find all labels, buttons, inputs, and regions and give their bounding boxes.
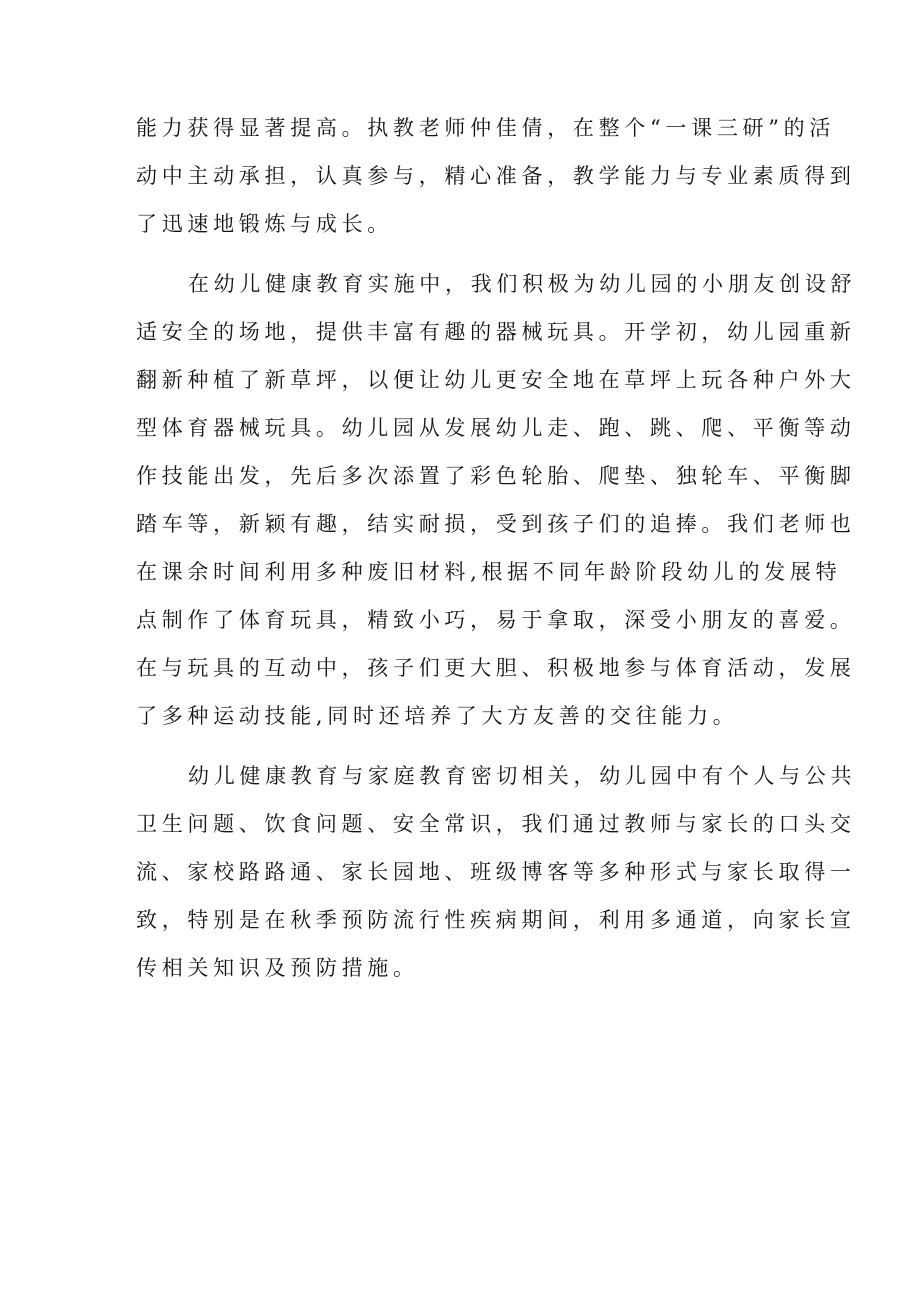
text-line: 了迅速地锻炼与成长。 (136, 212, 393, 236)
text-line: 踏车等，新颖有趣，结实耐损，受到孩子们的追捧。我们老师也 (136, 512, 856, 536)
text-line: 卫生问题、饮食问题、安全常识，我们通过教师与家长的口头交 (136, 812, 856, 836)
paragraph-2 (136, 260, 857, 740)
text-line: 点制作了体育玩具，精致小巧，易于拿取，深受小朋友的喜爱。 (136, 608, 856, 632)
text-line: 在幼儿健康教育实施中，我们积极为幼儿园的小朋友创设舒 (188, 272, 857, 296)
text-line: 传相关知识及预防措施。 (136, 956, 419, 980)
text-line: 作技能出发，先后多次添置了彩色轮胎、爬垫、独轮车、平衡脚 (136, 464, 856, 488)
text-line: 能力获得显著提高。执教老师仲佳倩，在整个“一课三研”的活 (136, 116, 836, 140)
text-line: 动中主动承担，认真参与，精心准备，教学能力与专业素质得到 (136, 164, 856, 188)
text-line: 致，特别是在秋季预防流行性疾病期间，利用多通道，向家长宣 (136, 908, 856, 932)
text-line: 在课余时间利用多种废旧材料,根据不同年龄阶段幼儿的发展特 (136, 560, 842, 584)
text-line: 翻新种植了新草坪，以便让幼儿更安全地在草坪上玩各种户外大 (136, 368, 856, 392)
paragraph-3 (136, 752, 857, 992)
text-line: 型体育器械玩具。幼儿园从发展幼儿走、跑、跳、爬、平衡等动 (136, 416, 856, 440)
paragraph-1 (136, 104, 856, 248)
text-line: 流、家校路路通、家长园地、班级博客等多种形式与家长取得一 (136, 860, 856, 884)
document-body (136, 104, 857, 992)
text-line: 适安全的场地，提供丰富有趣的器械玩具。开学初，幼儿园重新 (136, 320, 856, 344)
text-line: 了多种运动技能,同时还培养了大方友善的交往能力。 (136, 704, 739, 728)
text-line: 幼儿健康教育与家庭教育密切相关，幼儿园中有个人与公共 (188, 764, 857, 788)
text-line: 在与玩具的互动中，孩子们更大胆、积极地参与体育活动，发展 (136, 656, 856, 680)
